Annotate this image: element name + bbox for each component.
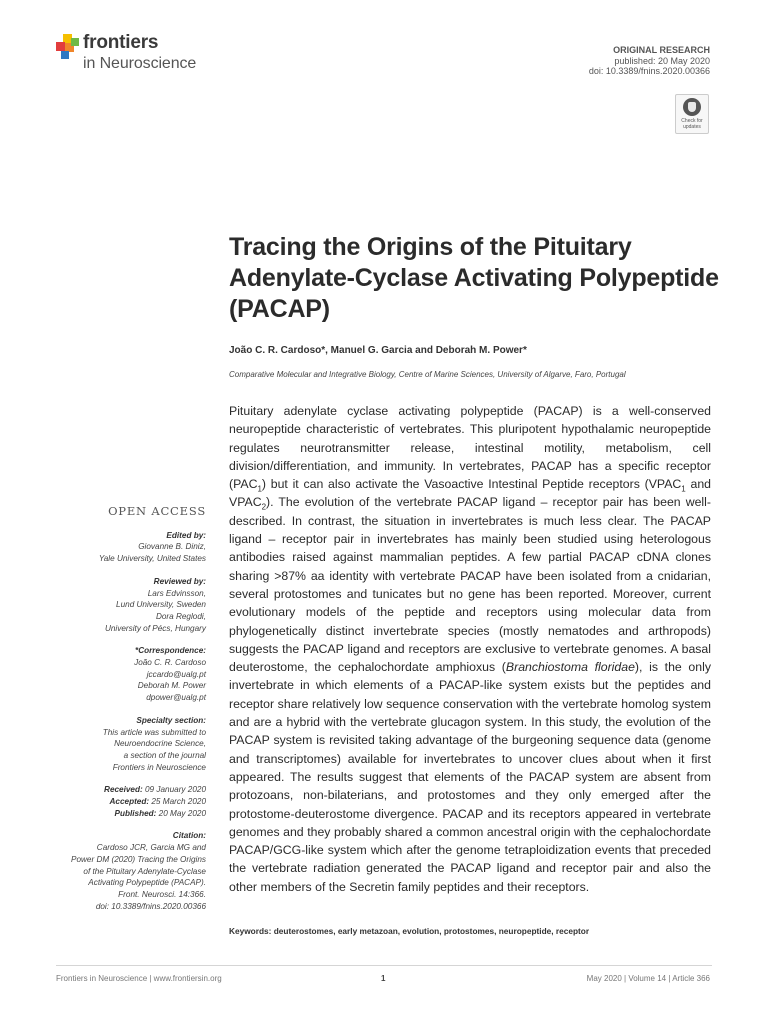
published-date: published: 20 May 2020 bbox=[614, 55, 710, 66]
citation-line: Activating Polypeptide (PACAP). bbox=[88, 878, 206, 888]
reviewed-by-label: Reviewed by: bbox=[153, 576, 206, 586]
citation-line: Front. Neurosci. 14:366. bbox=[118, 889, 206, 899]
article-meta bbox=[589, 45, 710, 77]
citation-line: Cardoso JCR, Garcia MG and bbox=[96, 843, 206, 853]
correspondent-email-link[interactable]: dpower@ualg.pt bbox=[146, 693, 206, 703]
abstract-text: ). The evolution of the vertebrate PACAP ligand – receptor pair has been well-described. In contrast, the situation in invertebrates is much less clear. The PACAP ligand – receptor pair in invertebrates has mainly been studied using heterologous antibodies raised against mammalian peptides. A few partial PACAP cDNA clones sharing >87% aa identity with vertebrate PACAP have been isolated from a cnidarian, several protostomes and tunicates but no gene has been reported. Moreover, current evolutionary models of the peptide and receptors using molecular data from phylogenetically distinct invertebrate species (mostly nematodes and arthropods) suggests the PACAP ligand and receptors are exclusive to vertebrate genomes. A basal deuterostome, the cephalochordate amphioxus ( bbox=[229, 495, 711, 675]
abstract-subscript: 2 bbox=[261, 502, 267, 512]
received-label: Received: bbox=[104, 785, 143, 795]
accepted-value: 25 March 2020 bbox=[151, 797, 206, 807]
specialty-section-label: Specialty section: bbox=[136, 715, 206, 725]
reviewer-name: Dora Reglodi, bbox=[155, 611, 206, 621]
reviewer-affiliation: University of Pécs, Hungary bbox=[104, 623, 206, 633]
article-sidebar bbox=[16, 506, 206, 912]
correspondent-email-link[interactable]: jccardo@ualg.pt bbox=[146, 669, 206, 679]
published-value: 20 May 2020 bbox=[158, 808, 206, 818]
citation-label: Citation: bbox=[172, 831, 206, 841]
reviewer-affiliation: Lund University, Sweden bbox=[116, 600, 206, 610]
edited-by-label: Edited by: bbox=[166, 530, 206, 540]
keywords-list: deuterostomes, early metazoan, evolution, protostomes, neuropeptide, receptor bbox=[273, 926, 590, 936]
frontiers-logo-icon bbox=[56, 34, 80, 60]
abstract-text: and VPAC bbox=[229, 477, 712, 510]
page-number: 1 bbox=[381, 974, 386, 983]
article-title: Tracing the Origins of the Pituitary Adenylate-Cyclase Activating Polypeptide (PACAP) bbox=[229, 233, 719, 323]
abstract-text: ), is the only invertebrate in which elements of a PACAP-like system exists but the peptides and receptor share relatively low sequence conservation with the vertebrate homolog system and are a hybrid with the vertebrate glucagon system. In this study, the evolution of the PACAP system is revisited taking advantage of the burgeoning sequence data (genome and transcriptomes) available for invertebrates to uncover clues about when it first appeared. The results suggest that elements of the PACAP system are absent from protozoans, non-bilaterians, and protostomes and they only emerged after the protostome-deuterostome divergence. PACAP and its receptors appeared in vertebrate genomes and they probably shared a common ancestral origin with the cephalochordate PACAP/GCG-like system which after the genome tetraploidization events that preceded the vertebrate radiation generated the PACAP ligand and receptor pair and also the other members of the Secretin family peptides and their receptors. bbox=[229, 660, 711, 894]
abstract-text: ) but it can also activate the Vasoactive Intestinal Peptide receptors (VPAC bbox=[261, 477, 682, 492]
specialty-line: a section of the journal bbox=[123, 750, 206, 760]
keywords-label: Keywords: bbox=[229, 926, 272, 936]
open-access-label: OPEN ACCESS bbox=[108, 504, 206, 518]
check-updates-icon bbox=[683, 98, 701, 116]
editor-affiliation: Yale University, United States bbox=[98, 554, 206, 564]
specialty-line: Frontiers in Neuroscience bbox=[112, 762, 206, 772]
footer-issue-info: May 2020 | Volume 14 | Article 366 bbox=[586, 974, 710, 983]
correspondent-name: João C. R. Cardoso bbox=[134, 658, 206, 668]
keywords bbox=[229, 926, 589, 936]
journal-logo[interactable] bbox=[56, 34, 226, 80]
abstract-text: Pituitary adenylate cyclase activating polypeptide (PACAP) is a well-conserved neuropeptide characteristic of vertebrates. This pluripotent hypothalamic neuropeptide regulates neurotransmitter release, intestinal motility, metabolism, cell division/differentiation, and immunity. In vertebrates, PACAP has a specific receptor (PAC bbox=[229, 404, 711, 492]
abstract-subscript: 1 bbox=[681, 484, 686, 494]
footer-journal-link[interactable]: Frontiers in Neuroscience | www.frontiersin.org bbox=[56, 974, 222, 983]
published-date-sidebar bbox=[16, 808, 206, 820]
citation-line: Power DM (2020) Tracing the Origins bbox=[71, 854, 206, 864]
article-doi[interactable]: doi: 10.3389/fnins.2020.00366 bbox=[588, 66, 710, 76]
citation-doi-link[interactable]: doi: 10.3389/fnins.2020.00366 bbox=[95, 901, 206, 911]
published-label: Published: bbox=[114, 808, 157, 818]
editor-name: Giovanne B. Diniz, bbox=[138, 542, 206, 552]
article-authors: João C. R. Cardoso*, Manuel G. Garcia and Deborah M. Power* bbox=[229, 345, 527, 356]
specialty-line: This article was submitted to bbox=[102, 727, 206, 737]
logo-brand: frontiers bbox=[83, 32, 159, 53]
correspondent-name: Deborah M. Power bbox=[137, 681, 206, 691]
logo-journal: in Neuroscience bbox=[83, 55, 197, 72]
citation-line: of the Pituitary Adenylate-Cyclase bbox=[83, 866, 206, 876]
species-name: Branchiostoma floridae bbox=[505, 660, 635, 675]
article-affiliation: Comparative Molecular and Integrative Biology, Centre of Marine Sciences, University of Algarve, Faro, Portugal bbox=[229, 370, 626, 379]
reviewer-name: Lars Edvinsson, bbox=[147, 588, 206, 598]
check-updates-label: Check for updates bbox=[681, 118, 703, 130]
abstract bbox=[229, 402, 711, 896]
article-type: ORIGINAL RESEARCH bbox=[613, 45, 710, 55]
footer-divider bbox=[56, 965, 712, 966]
received-value: 09 January 2020 bbox=[145, 785, 206, 795]
accepted-label: Accepted: bbox=[109, 797, 150, 807]
correspondence-label: *Correspondence: bbox=[135, 646, 206, 656]
specialty-line: Neuroendocrine Science, bbox=[114, 739, 206, 749]
check-for-updates-button[interactable] bbox=[675, 94, 709, 134]
abstract-subscript: 1 bbox=[257, 484, 262, 494]
received-date bbox=[16, 784, 206, 796]
accepted-date bbox=[16, 796, 206, 808]
